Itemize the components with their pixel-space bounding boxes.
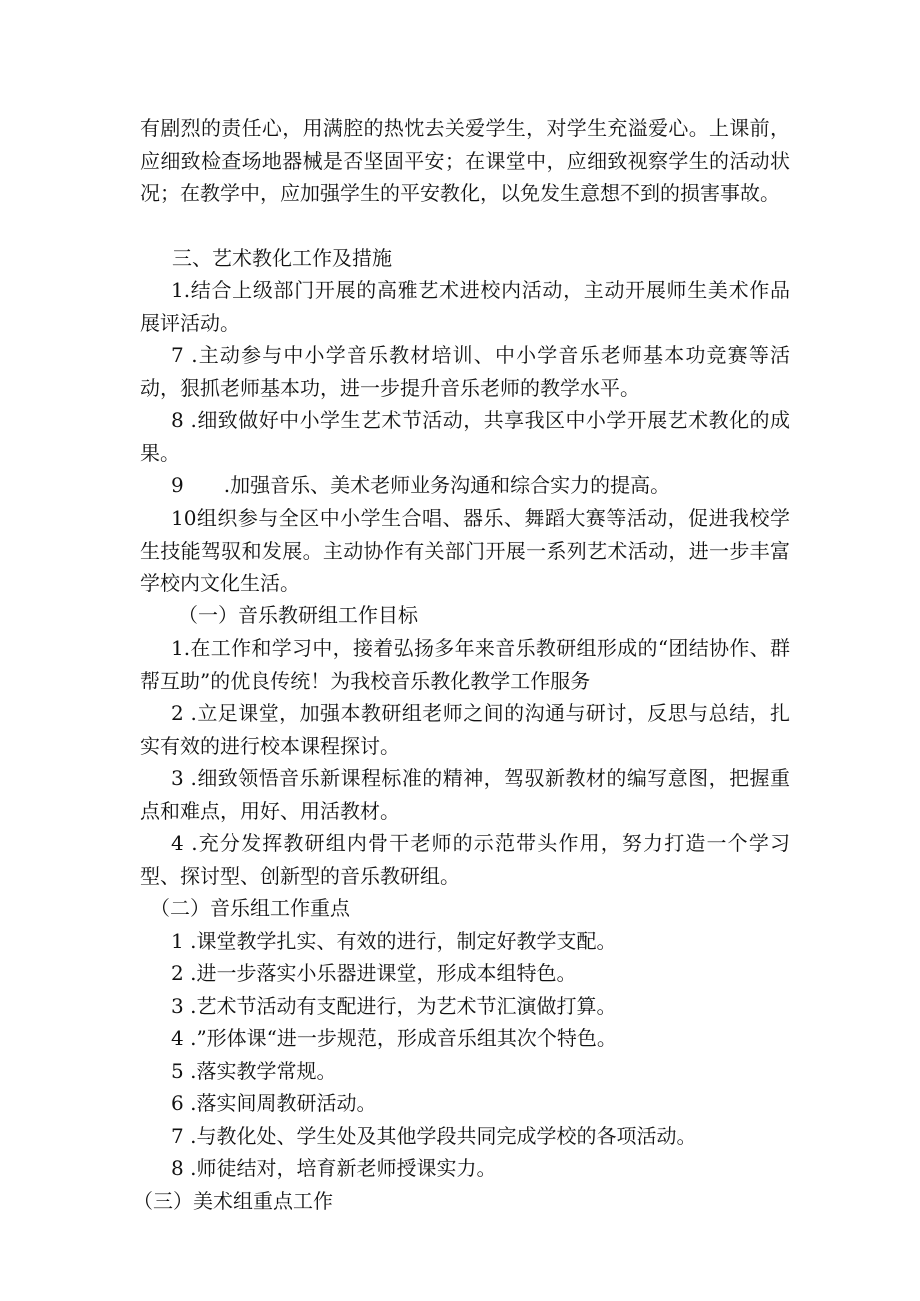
- focus-item: 2 .进一步落实小乐器进课堂，形成本组特色。: [171, 961, 577, 985]
- goal-item-3: 3 .细致领悟音乐新课程标准的精神，驾驭新教材的编写意图，把握重点和难点，用好、用活教材。: [140, 766, 790, 823]
- list-item-8: 8 .细致做好中小学生艺术节活动，共享我区中小学开展艺术教化的成果。: [140, 408, 790, 465]
- list-item-1: 1.结合上级部门开展的高雅艺术进校内活动，主动开展师生美术作品展评活动。: [140, 278, 790, 335]
- focus-item: 7 .与教化处、学生处及其他学段共同完成学校的各项活动。: [171, 1124, 697, 1148]
- goal-item-2: 2 .立足课堂，加强本教研组老师之间的沟通与研讨，反思与总结，扎实有效的进行校本课程探讨。: [140, 701, 790, 758]
- focus-item: 1 .课堂教学扎实、有效的进行，制定好教学支配。: [171, 929, 617, 953]
- goal-item-4: 4 .充分发挥教研组内骨干老师的示范带头作用，努力打造一个学习型、探讨型、创新型的音乐教研组。: [140, 831, 790, 888]
- subsection-heading-1: （一）音乐教研组工作目标: [178, 603, 418, 627]
- focus-item: 8 .师徒结对，培育新老师授课实力。: [171, 1156, 497, 1180]
- focus-item: 3 .艺术节活动有支配进行，为艺术节汇演做打算。: [171, 994, 617, 1018]
- list-item-10: 10组织参与全区中小学生合唱、器乐、舞蹈大赛等活动，促进我校学生技能驾驭和发展。主动协作有关部门开展一系列艺术活动，进一步丰富学校内文化生活。: [140, 506, 790, 595]
- list-item-9: 9 .加强音乐、美术老师业务沟通和综合实力的提高。: [171, 473, 671, 497]
- focus-item: 6 .落实间周教研活动。: [171, 1091, 377, 1115]
- focus-item: 5 .落实教学常规。: [171, 1059, 337, 1083]
- goal-item-1: 1.在工作和学习中，接着弘扬多年来音乐教研组形成的“团结协作、群帮互助”的优良传统！为我校音乐教化教学工作服务: [140, 636, 790, 693]
- section-heading-3: 三、艺术教化工作及措施: [172, 246, 392, 270]
- subsection-heading-3: （三）美术组重点工作: [133, 1189, 333, 1213]
- list-item-7: 7 .主动参与中小学音乐教材培训、中小学音乐老师基本功竞赛等活动，狠抓老师基本功，进一步提升音乐老师的教学水平。: [140, 343, 790, 400]
- paragraph-intro: 有剧烈的责任心，用满腔的热忱去关爱学生，对学生充溢爱心。上课前，应细致检查场地器械是否坚固平安；在课堂中，应细致视察学生的活动状况；在教学中，应加强学生的平安教化，以免发生意想不到的损害事故。: [140, 116, 790, 205]
- focus-item: 4 .”形体课“进一步规范，形成音乐组其次个特色。: [171, 1026, 617, 1050]
- subsection-heading-2: （二）音乐组工作重点: [150, 896, 350, 920]
